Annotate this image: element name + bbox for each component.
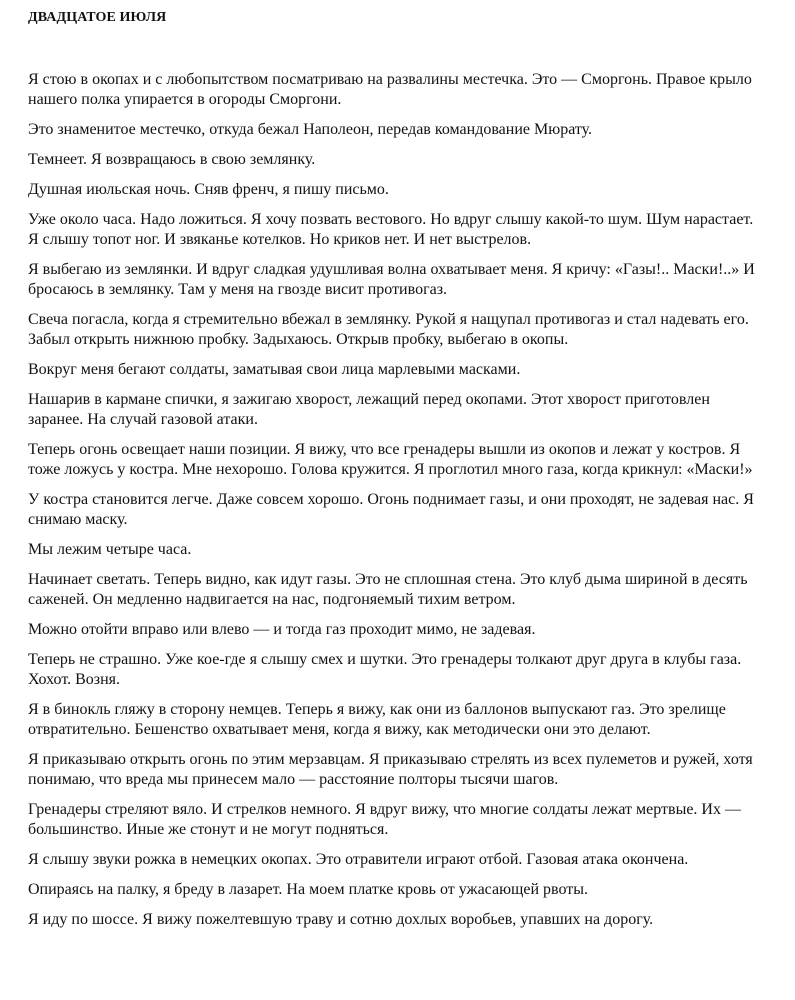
paragraph: Я выбегаю из землянки. И вдруг сладкая удушливая волна охватывает меня. Я кричу: «Газы!.. Маски!..» И бросаюсь в землянку. Там у меня на гвозде висит противогаз. (28, 261, 755, 298)
paragraph: Нашарив в кармане спички, я зажигаю хворост, лежащий перед окопами. Этот хворост приготовлен заранее. На случай газовой атаки. (28, 391, 710, 428)
paragraph: Вокруг меня бегают солдаты, заматывая свои лица марлевыми масками. (28, 361, 521, 378)
paragraph: Я в бинокль гляжу в сторону немцев. Теперь я вижу, как они из баллонов выпускают газ. Это зрелище отвратительно. Бешенство охватывает меня, когда я вижу, как методически они это делают. (28, 701, 726, 738)
paragraph: Теперь огонь освещает наши позиции. Я вижу, что все гренадеры вышли из окопов и лежат у костров. Я тоже ложусь у костра. Мне нехорошо. Голова кружится. Я проглотил много газа, когда крикнул: «Маски!» (28, 441, 753, 478)
paragraph: Теперь не страшно. Уже кое-где я слышу смех и шутки. Это гренадеры толкают друг друга в клубы газа. Хохот. Возня. (28, 651, 742, 688)
paragraph: Мы лежим четыре часа. (28, 541, 192, 558)
paragraph: Темнеет. Я возвращаюсь в свою землянку. (28, 151, 316, 168)
paragraph: Душная июльская ночь. Сняв френч, я пишу письмо. (28, 181, 389, 198)
paragraph: Гренадеры стреляют вяло. И стрелков немного. Я вдруг вижу, что многие солдаты лежат мертвые. Их — большинство. Иные же стонут и не могут подняться. (28, 801, 741, 838)
paragraph: Опираясь на палку, я бреду в лазарет. На моем платке кровь от ужасающей рвоты. (28, 881, 588, 898)
chapter-title: ДВАДЦАТОЕ ИЮЛЯ (28, 10, 167, 25)
paragraph: Это знаменитое местечко, откуда бежал Наполеон, передав командование Мюрату. (28, 121, 593, 138)
paragraph: Свеча погасла, когда я стремительно вбежал в землянку. Рукой я нащупал противогаз и стал надевать его. Забыл открыть нижнюю пробку. Задыхаюсь. Открыв пробку, выбегаю в окопы. (28, 311, 749, 348)
paragraph: Можно отойти вправо или влево — и тогда газ проходит мимо, не задевая. (28, 621, 536, 638)
paragraph: У костра становится легче. Даже совсем хорошо. Огонь поднимает газы, и они проходят, не задевая нас. Я снимаю маску. (28, 491, 754, 528)
document-page (28, 8, 758, 940)
paragraph: Я слышу звуки рожка в немецких окопах. Это отравители играют отбой. Газовая атака окончена. (28, 851, 689, 868)
paragraph: Уже около часа. Надо ложиться. Я хочу позвать вестового. Но вдруг слышу какой-то шум. Шум нарастает. Я слышу топот ног. И звяканье котелков. Но криков нет. И нет выстрелов. (28, 211, 754, 248)
paragraph: Начинает светать. Теперь видно, как идут газы. Это не сплошная стена. Это клуб дыма шириной в десять саженей. Он медленно надвигается на нас, подгоняемый тихим ветром. (28, 571, 748, 608)
paragraph: Я стою в окопах и с любопытством посматриваю на развалины местечка. Это — Сморгонь. Правое крыло нашего полка упирается в огороды Сморгони. (28, 71, 752, 108)
paragraph: Я приказываю открыть огонь по этим мерзавцам. Я приказываю стрелять из всех пулеметов и ружей, хотя понимаю, что вреда мы принесем мало — расстояние полторы тысячи шагов. (28, 751, 753, 788)
paragraph: Я иду по шоссе. Я вижу пожелтевшую траву и сотню дохлых воробьев, упавших на дорогу. (28, 911, 654, 928)
